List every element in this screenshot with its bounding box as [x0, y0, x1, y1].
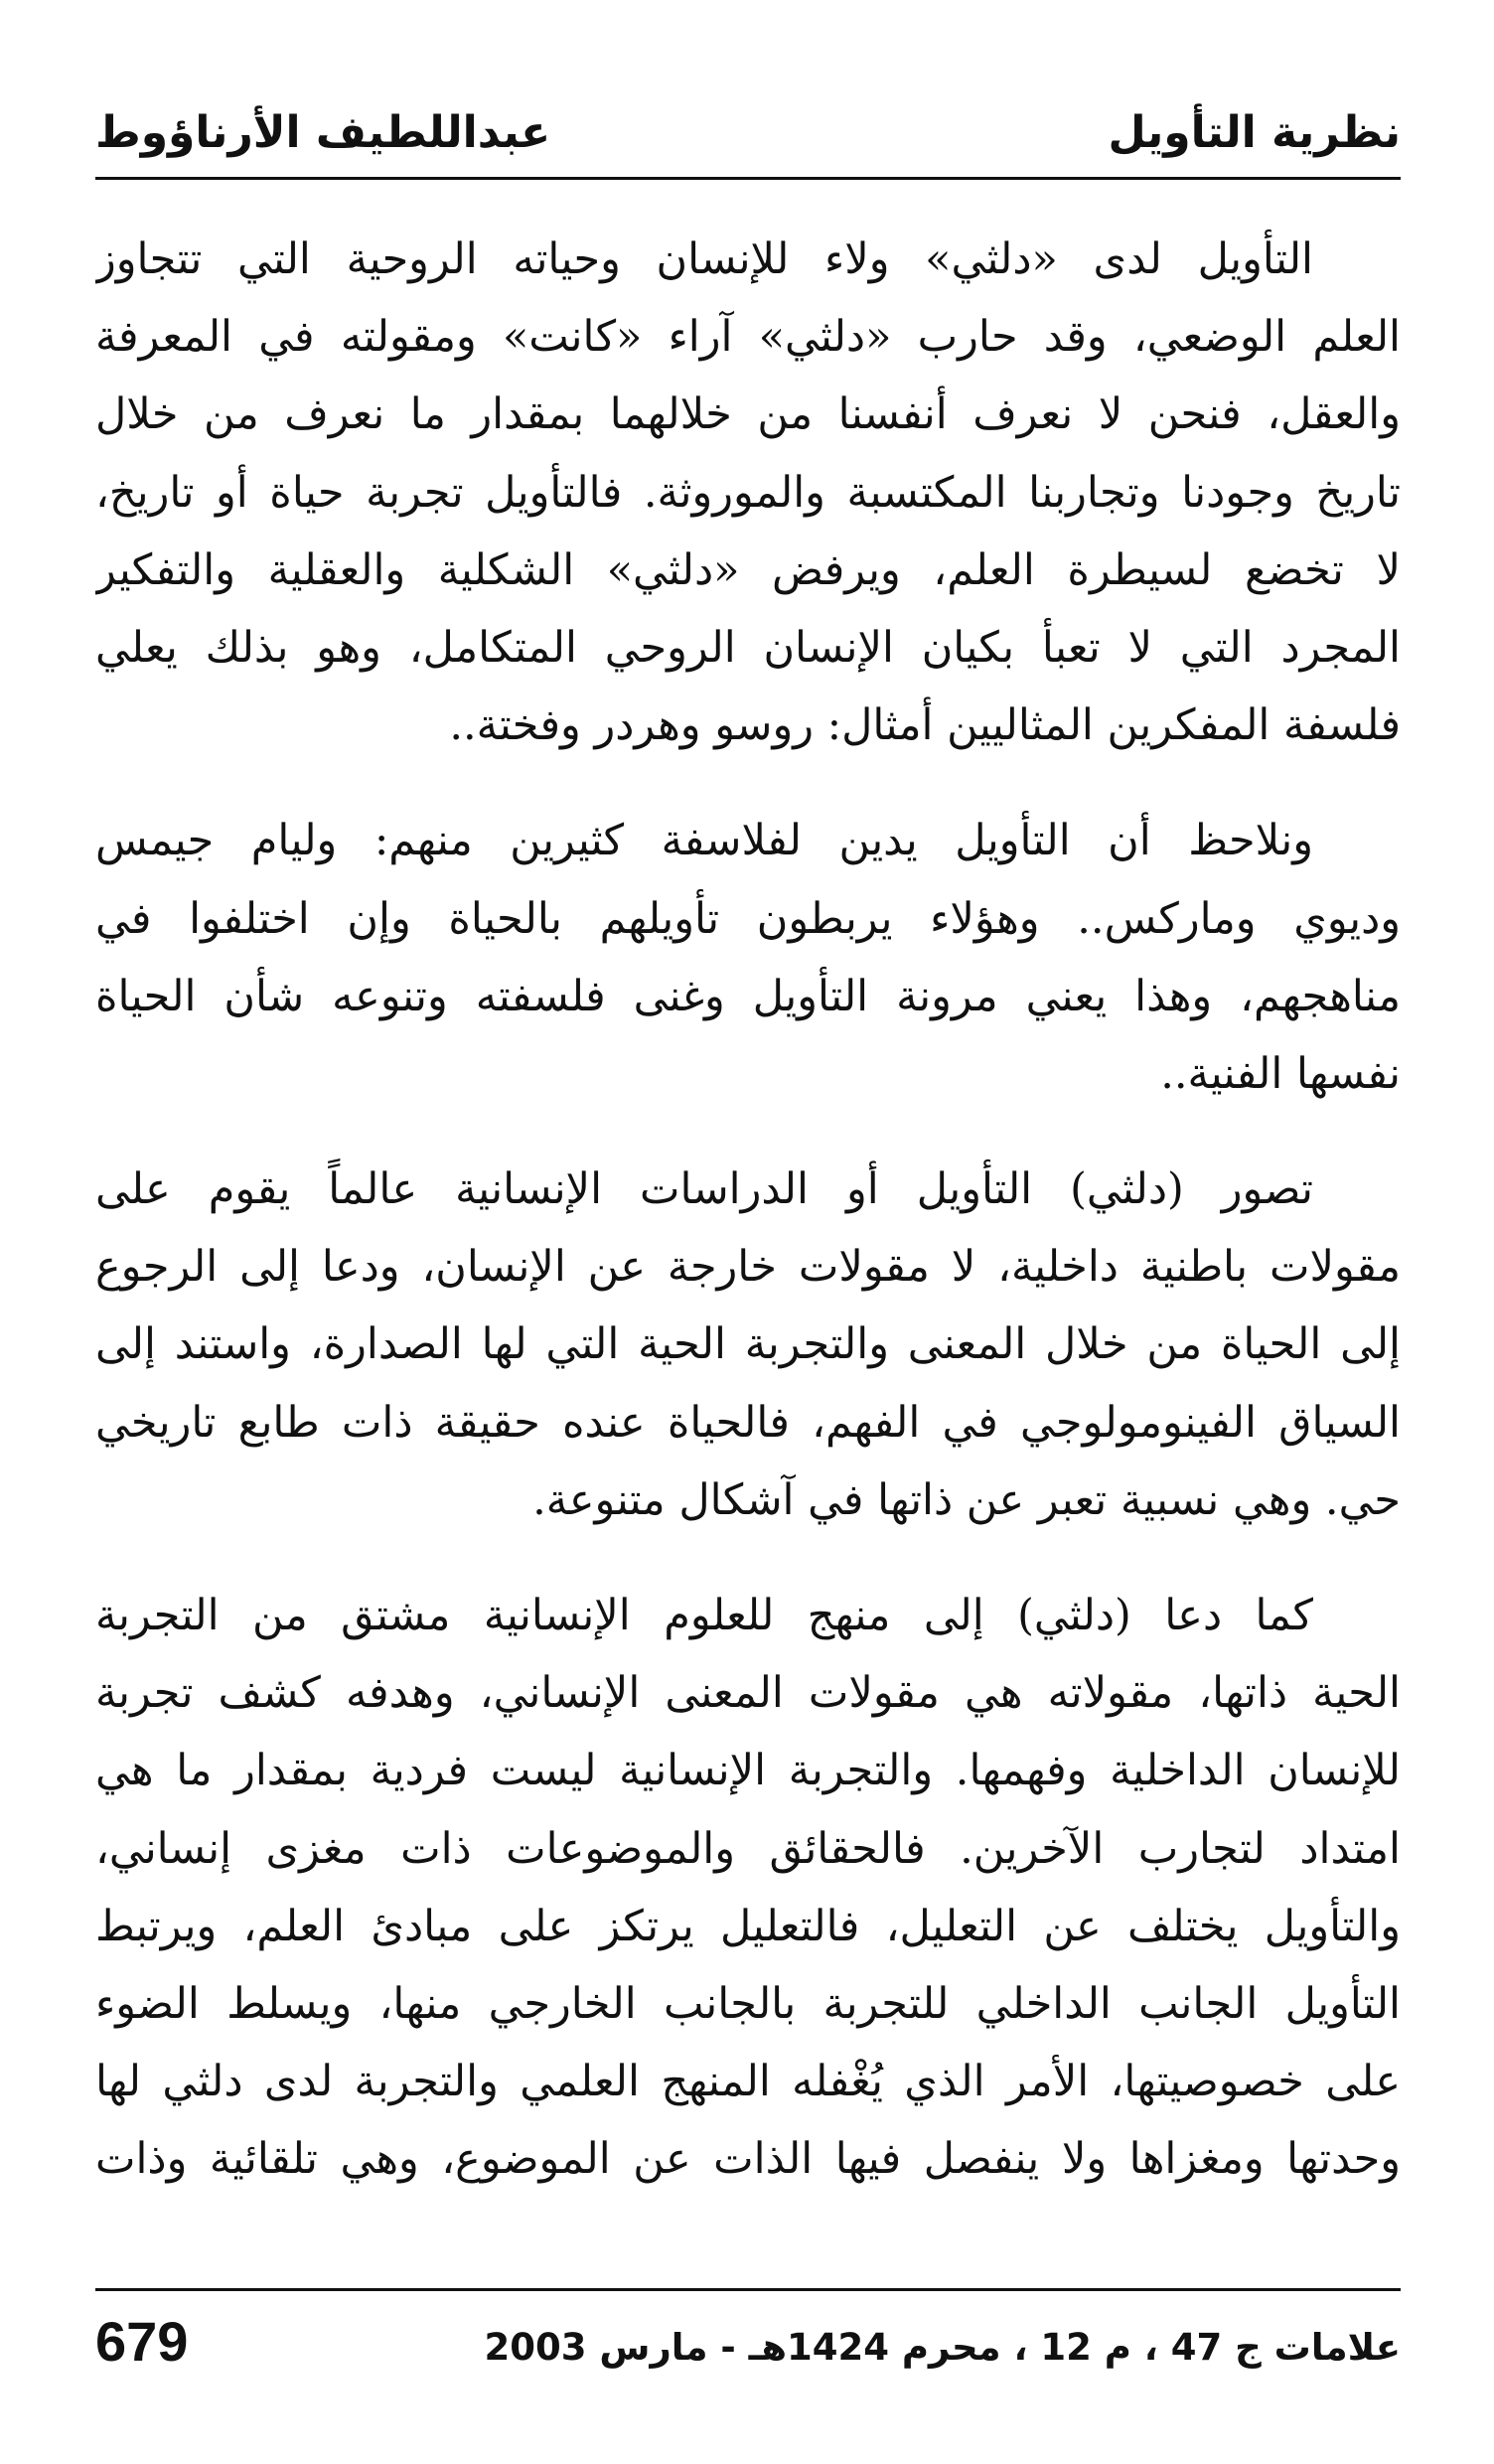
- header-author: عبداللطيف الأرناؤوط: [95, 107, 551, 158]
- page-number: 679: [95, 2310, 189, 2373]
- running-header: [95, 95, 1401, 177]
- text-line: إلى الحياة من خلال المعنى والتجربة الحية التي لها الصدارة، واستند إلى: [95, 1319, 1401, 1370]
- text-line: لا تخضع لسيطرة العلم، ويرفض «دلثي» الشكلية والعقلية والتفكير: [95, 544, 1401, 595]
- book-page: [95, 0, 1401, 2464]
- paragraph-3: [95, 1151, 1401, 1539]
- text-line: نفسها الفنية..: [1160, 1048, 1401, 1099]
- text-line: على خصوصيتها، الأمر الذي يُغْفله المنهج العلمي والتجربة لدى دلثي لها: [95, 2057, 1401, 2107]
- text-line: التأويل لدى «دلثي» ولاء للإنسان وحياته الروحية التي تتجاوز: [95, 234, 1313, 284]
- text-line: والعقل، فنحن لا نعرف أنفسنا من خلالهما بمقدار ما نعرف من خلال: [95, 389, 1401, 440]
- paragraph-2: [95, 802, 1401, 1113]
- footer-divider: [95, 2288, 1401, 2291]
- footer-issue-info: علامات ج 47 ، م 12 ، محرم 1424هـ - مارس 2003: [484, 2326, 1401, 2369]
- text-line: السياق الفينومولوجي في الفهم، فالحياة عنده حقيقة ذات طابع تاريخي: [95, 1397, 1401, 1448]
- header-title: نظرية التأويل: [1108, 107, 1401, 158]
- text-line: العلم الوضعي، وقد حارب «دلثي» آراء «كانت» ومقولته في المعرفة: [95, 312, 1401, 363]
- text-line: الحية ذاتها، مقولاته هي مقولات المعنى الإنساني، وهدفه كشف تجربة: [95, 1668, 1401, 1719]
- text-line: التأويل الجانب الداخلي للتجربة بالجانب الخارجي منها، ويسلط الضوء: [95, 1978, 1401, 2029]
- text-line: ونلاحظ أن التأويل يدين لفلاسفة كثيرين منهم: وليام جيمس: [95, 816, 1313, 866]
- text-line: مناهجهم، وهذا يعني مرونة التأويل وغنى فلسفته وتنوعه شأن الحياة: [95, 971, 1401, 1021]
- text-line: كما دعا (دلثي) إلى منهج للعلوم الإنسانية مشتق من التجربة: [95, 1591, 1313, 1640]
- text-line: امتداد لتجارب الآخرين. فالحقائق والموضوعات ذات مغزى إنساني،: [95, 1823, 1401, 1874]
- text-line: وحدتها ومغزاها ولا ينفصل فيها الذات عن الموضوع، وهي تلقائية وذات: [95, 2134, 1401, 2185]
- text-line: تصور (دلثي) التأويل أو الدراسات الإنسانية عالماً يقوم على: [95, 1164, 1313, 1215]
- text-line: مقولات باطنية داخلية، لا مقولات خارجة عن الإنسان، ودعا إلى الرجوع: [95, 1242, 1401, 1293]
- text-line: والتأويل يختلف عن التعليل، فالتعليل يرتكز على مبادئ العلم، ويرتبط: [95, 1901, 1401, 1951]
- text-line: تاريخ وجودنا وتجاربنا المكتسبة والموروثة. فالتأويل تجربة حياة أو تاريخ،: [95, 467, 1401, 518]
- body-text: [95, 221, 1401, 2236]
- header-divider: [95, 177, 1401, 180]
- paragraph-4: [95, 1577, 1401, 2199]
- text-line: المجرد التي لا تعبأ بكيان الإنسان الروحي المتكامل، وهو بذلك يعلي: [95, 622, 1401, 673]
- text-line: للإنسان الداخلية وفهمها. والتجربة الإنسانية ليست فردية بمقدار ما هي: [95, 1746, 1401, 1796]
- text-line: حي. وهي نسبية تعبر عن ذاتها في آشكال متنوعة.: [532, 1474, 1401, 1525]
- text-line: وديوي وماركس.. وهؤلاء يربطون تأويلهم بالحياة وإن اختلفوا في: [95, 893, 1401, 944]
- paragraph-1: [95, 221, 1401, 764]
- text-line: فلسفة المفكرين المثاليين أمثال: روسو وهردر وفختة..: [449, 700, 1401, 751]
